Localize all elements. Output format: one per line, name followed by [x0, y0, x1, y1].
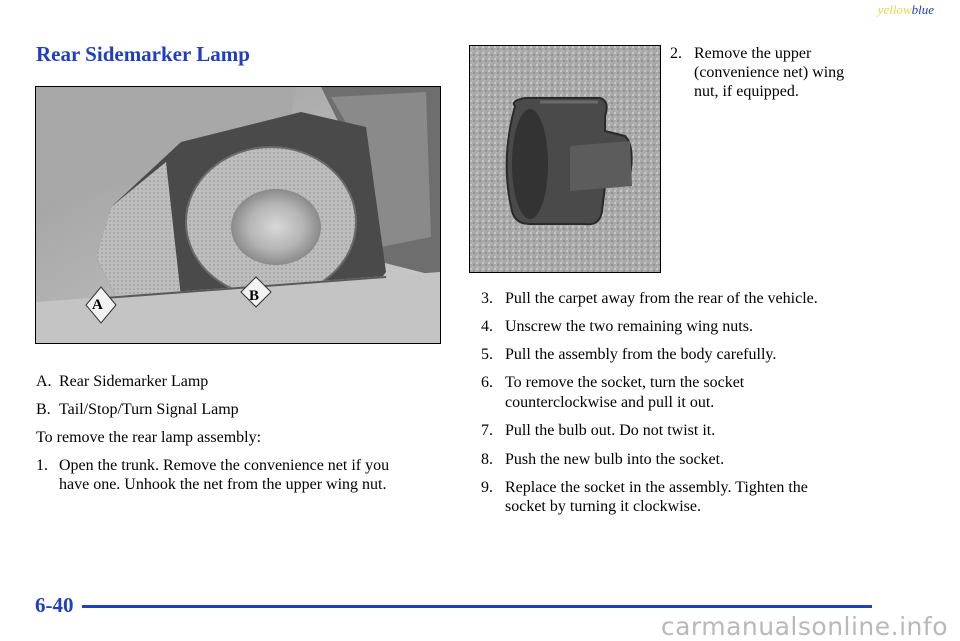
step-2-line-3: nut, if equipped. — [694, 83, 799, 100]
step-7-line-1: Pull the bulb out. Do not twist it. — [505, 422, 716, 439]
legend-item-a-letter: A. — [36, 373, 52, 390]
callout-a: A — [92, 297, 103, 313]
legend-item-b-letter: B. — [36, 401, 51, 418]
rear-lamp-figure — [35, 86, 441, 344]
step-8-line-1: Push the new bulb into the socket. — [505, 451, 725, 468]
rear-lamp-illustration — [36, 87, 440, 343]
step-2-number: 2. — [670, 45, 682, 62]
step-1-line-2: have one. Unhook the net from the upper wing nut. — [59, 476, 387, 493]
color-proof-label — [878, 2, 934, 18]
step-8-number: 8. — [481, 451, 493, 468]
step-5-line-1: Pull the assembly from the body carefully. — [505, 346, 777, 363]
legend-item-b-text: Tail/Stop/Turn Signal Lamp — [59, 401, 239, 418]
step-9-number: 9. — [481, 479, 493, 496]
step-4-number: 4. — [481, 318, 493, 335]
intro-text: To remove the rear lamp assembly: — [36, 429, 262, 446]
step-6-line-2: counterclockwise and pull it out. — [505, 394, 715, 411]
step-2-line-2: (convenience net) wing — [694, 64, 845, 81]
section-title: Rear Sidemarker Lamp — [36, 42, 250, 66]
step-2-line-1: Remove the upper — [694, 45, 812, 62]
watermark: carmanualsonline.info — [660, 612, 948, 641]
step-1-number: 1. — [36, 457, 48, 474]
step-9-line-2: socket by turning it clockwise. — [505, 498, 701, 515]
step-9-line-1: Replace the socket in the assembly. Tighten the — [505, 479, 808, 496]
step-3-line-1: Pull the carpet away from the rear of the vehicle. — [505, 290, 818, 307]
callout-b: B — [249, 288, 260, 304]
wing-nut-figure — [469, 45, 661, 273]
color-word-yellow: yellow — [877, 2, 912, 17]
legend-item-a-text: Rear Sidemarker Lamp — [59, 373, 209, 390]
step-6-number: 6. — [481, 374, 493, 391]
step-1-line-1: Open the trunk. Remove the convenience net if you — [59, 457, 390, 474]
step-4-line-1: Unscrew the two remaining wing nuts. — [505, 318, 753, 335]
wing-nut-illustration — [470, 46, 660, 272]
step-6-line-1: To remove the socket, turn the socket — [505, 374, 745, 391]
page-number: 6-40 — [35, 593, 74, 617]
color-word-blue: blue — [911, 2, 934, 17]
step-3-number: 3. — [481, 290, 493, 307]
step-7-number: 7. — [481, 422, 493, 439]
step-5-number: 5. — [481, 346, 493, 363]
footer-rule — [82, 605, 872, 608]
